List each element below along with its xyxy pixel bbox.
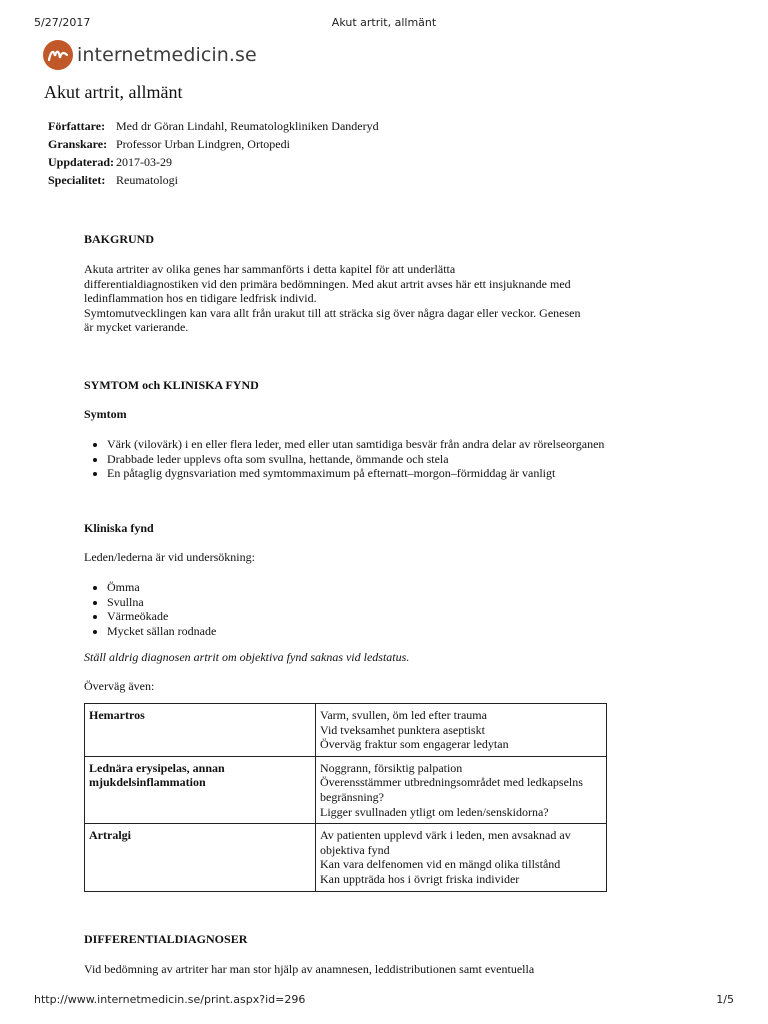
fynd-intro: Leden/lederna är vid undersökning: xyxy=(84,550,255,564)
list-item: • Svullna xyxy=(107,595,632,610)
meta-row-specialty xyxy=(48,173,379,191)
bakgrund-text xyxy=(84,262,609,335)
table-row xyxy=(85,756,607,823)
detail-line: Vid tveksamhet punktera aseptiskt xyxy=(320,722,485,737)
list-item: • Drabbade leder upplevs ofta som svullna, hettande, ömmande och stela xyxy=(107,452,607,467)
list-item: • Värk (vilovärk) i en eller flera leder, med eller utan samtidiga besvär från andra delar av rörelseorganen xyxy=(107,437,607,452)
page-number: 1/5 xyxy=(716,993,734,1006)
diagnosis-note: Ställ aldrig diagnosen artrit om objektiva fynd saknas vid ledstatus. xyxy=(84,650,410,664)
bakgrund-line: Akuta artriter av olika genes har sammanförts i detta kapitel för att underlätta xyxy=(84,262,456,276)
list-item: • En påtaglig dygnsvariation med symtommaximum på efternatt–morgon–förmiddag är vanligt xyxy=(107,466,607,481)
meta-value: Professor Urban Lindgren, Ortopedi xyxy=(116,137,290,151)
table-cell-detail xyxy=(316,704,607,757)
differential-table xyxy=(84,703,607,892)
table-cell-detail xyxy=(316,824,607,891)
table-cell-label: Hemartros xyxy=(85,704,316,757)
meta-value: Reumatologi xyxy=(116,173,178,187)
section-heading-symtom: SYMTOM och KLINISKA FYND xyxy=(84,378,259,392)
meta-row-author xyxy=(48,119,379,137)
subheading-symtom: Symtom xyxy=(84,407,127,421)
logo-text: internetmedicin.se xyxy=(77,44,257,66)
print-date: 5/27/2017 xyxy=(34,16,91,29)
site-logo[interactable] xyxy=(43,40,257,70)
list-item: • Ömma xyxy=(107,580,632,595)
table-row xyxy=(85,824,607,891)
detail-line: Av patienten upplevd värk i leden, men avsaknad av objektiva fynd xyxy=(320,828,571,857)
detail-line: Överensstämmer utbredningsområdet med ledkapselns begränsning? xyxy=(320,775,583,804)
detail-line: Noggrann, försiktig palpation xyxy=(320,760,463,775)
subheading-kliniska-fynd: Kliniska fynd xyxy=(84,521,154,535)
detail-line: Varm, svullen, öm led efter trauma xyxy=(320,708,487,722)
meta-row-updated xyxy=(48,155,379,173)
list-item: • Värmeökade xyxy=(107,609,632,624)
meta-value: 2017-03-29 xyxy=(116,155,172,169)
detail-line: Kan uppträda hos i övrigt friska individer xyxy=(320,871,520,886)
article-meta xyxy=(48,119,379,191)
list-item: • Mycket sällan rodnade xyxy=(107,624,632,639)
table-cell-detail xyxy=(316,756,607,823)
print-title: Akut artrit, allmänt xyxy=(331,16,437,29)
internetmedicin-logo-icon xyxy=(43,40,73,70)
detail-line: Kan vara delfenomen vid en mängd olika tillstånd xyxy=(320,857,561,872)
section-heading-bakgrund: BAKGRUND xyxy=(84,232,155,246)
meta-key: Granskare: xyxy=(48,137,108,151)
detail-line: Ligger svullnaden ytligt om leden/senskidorna? xyxy=(320,804,549,819)
meta-key: Specialitet: xyxy=(48,173,106,187)
bakgrund-line: differentialdiagnostiken vid den primära bedömningen. Med akut artrit avses här ett insjuknande med xyxy=(84,276,571,291)
section-heading-differentialdiagnoser: DIFFERENTIALDIAGNOSER xyxy=(84,932,248,946)
symtom-list xyxy=(84,437,607,481)
differential-text: Vid bedömning av artriter har man stor hjälp av anamnesen, leddistributionen samt eventuella xyxy=(84,962,535,976)
table-cell-label: Lednära erysipelas, annan mjukdelsinflammation xyxy=(85,756,316,823)
table-row xyxy=(85,704,607,757)
detail-line: Överväg fraktur som engagerar ledytan xyxy=(320,737,509,752)
bakgrund-line: Symtomutvecklingen kan vara allt från urakut till att sträcka sig över några dagar eller veckor. Genesen xyxy=(84,305,581,320)
meta-value: Med dr Göran Lindahl, Reumatologkliniken Danderyd xyxy=(116,119,379,133)
consider-label: Överväg även: xyxy=(84,679,155,693)
article-title: Akut artrit, allmänt xyxy=(44,82,183,102)
page-url[interactable]: http://www.internetmedicin.se/print.aspx?id=296 xyxy=(34,993,306,1006)
meta-key: Uppdaterad: xyxy=(48,155,115,169)
bakgrund-line: ledinflammation hos en tidigare ledfrisk individ. xyxy=(84,291,317,306)
bakgrund-line: är mycket varierande. xyxy=(84,320,189,335)
meta-row-reviewer xyxy=(48,137,379,155)
table-cell-label: Artralgi xyxy=(85,824,316,891)
meta-key: Författare: xyxy=(48,119,106,133)
fynd-list xyxy=(84,580,632,638)
